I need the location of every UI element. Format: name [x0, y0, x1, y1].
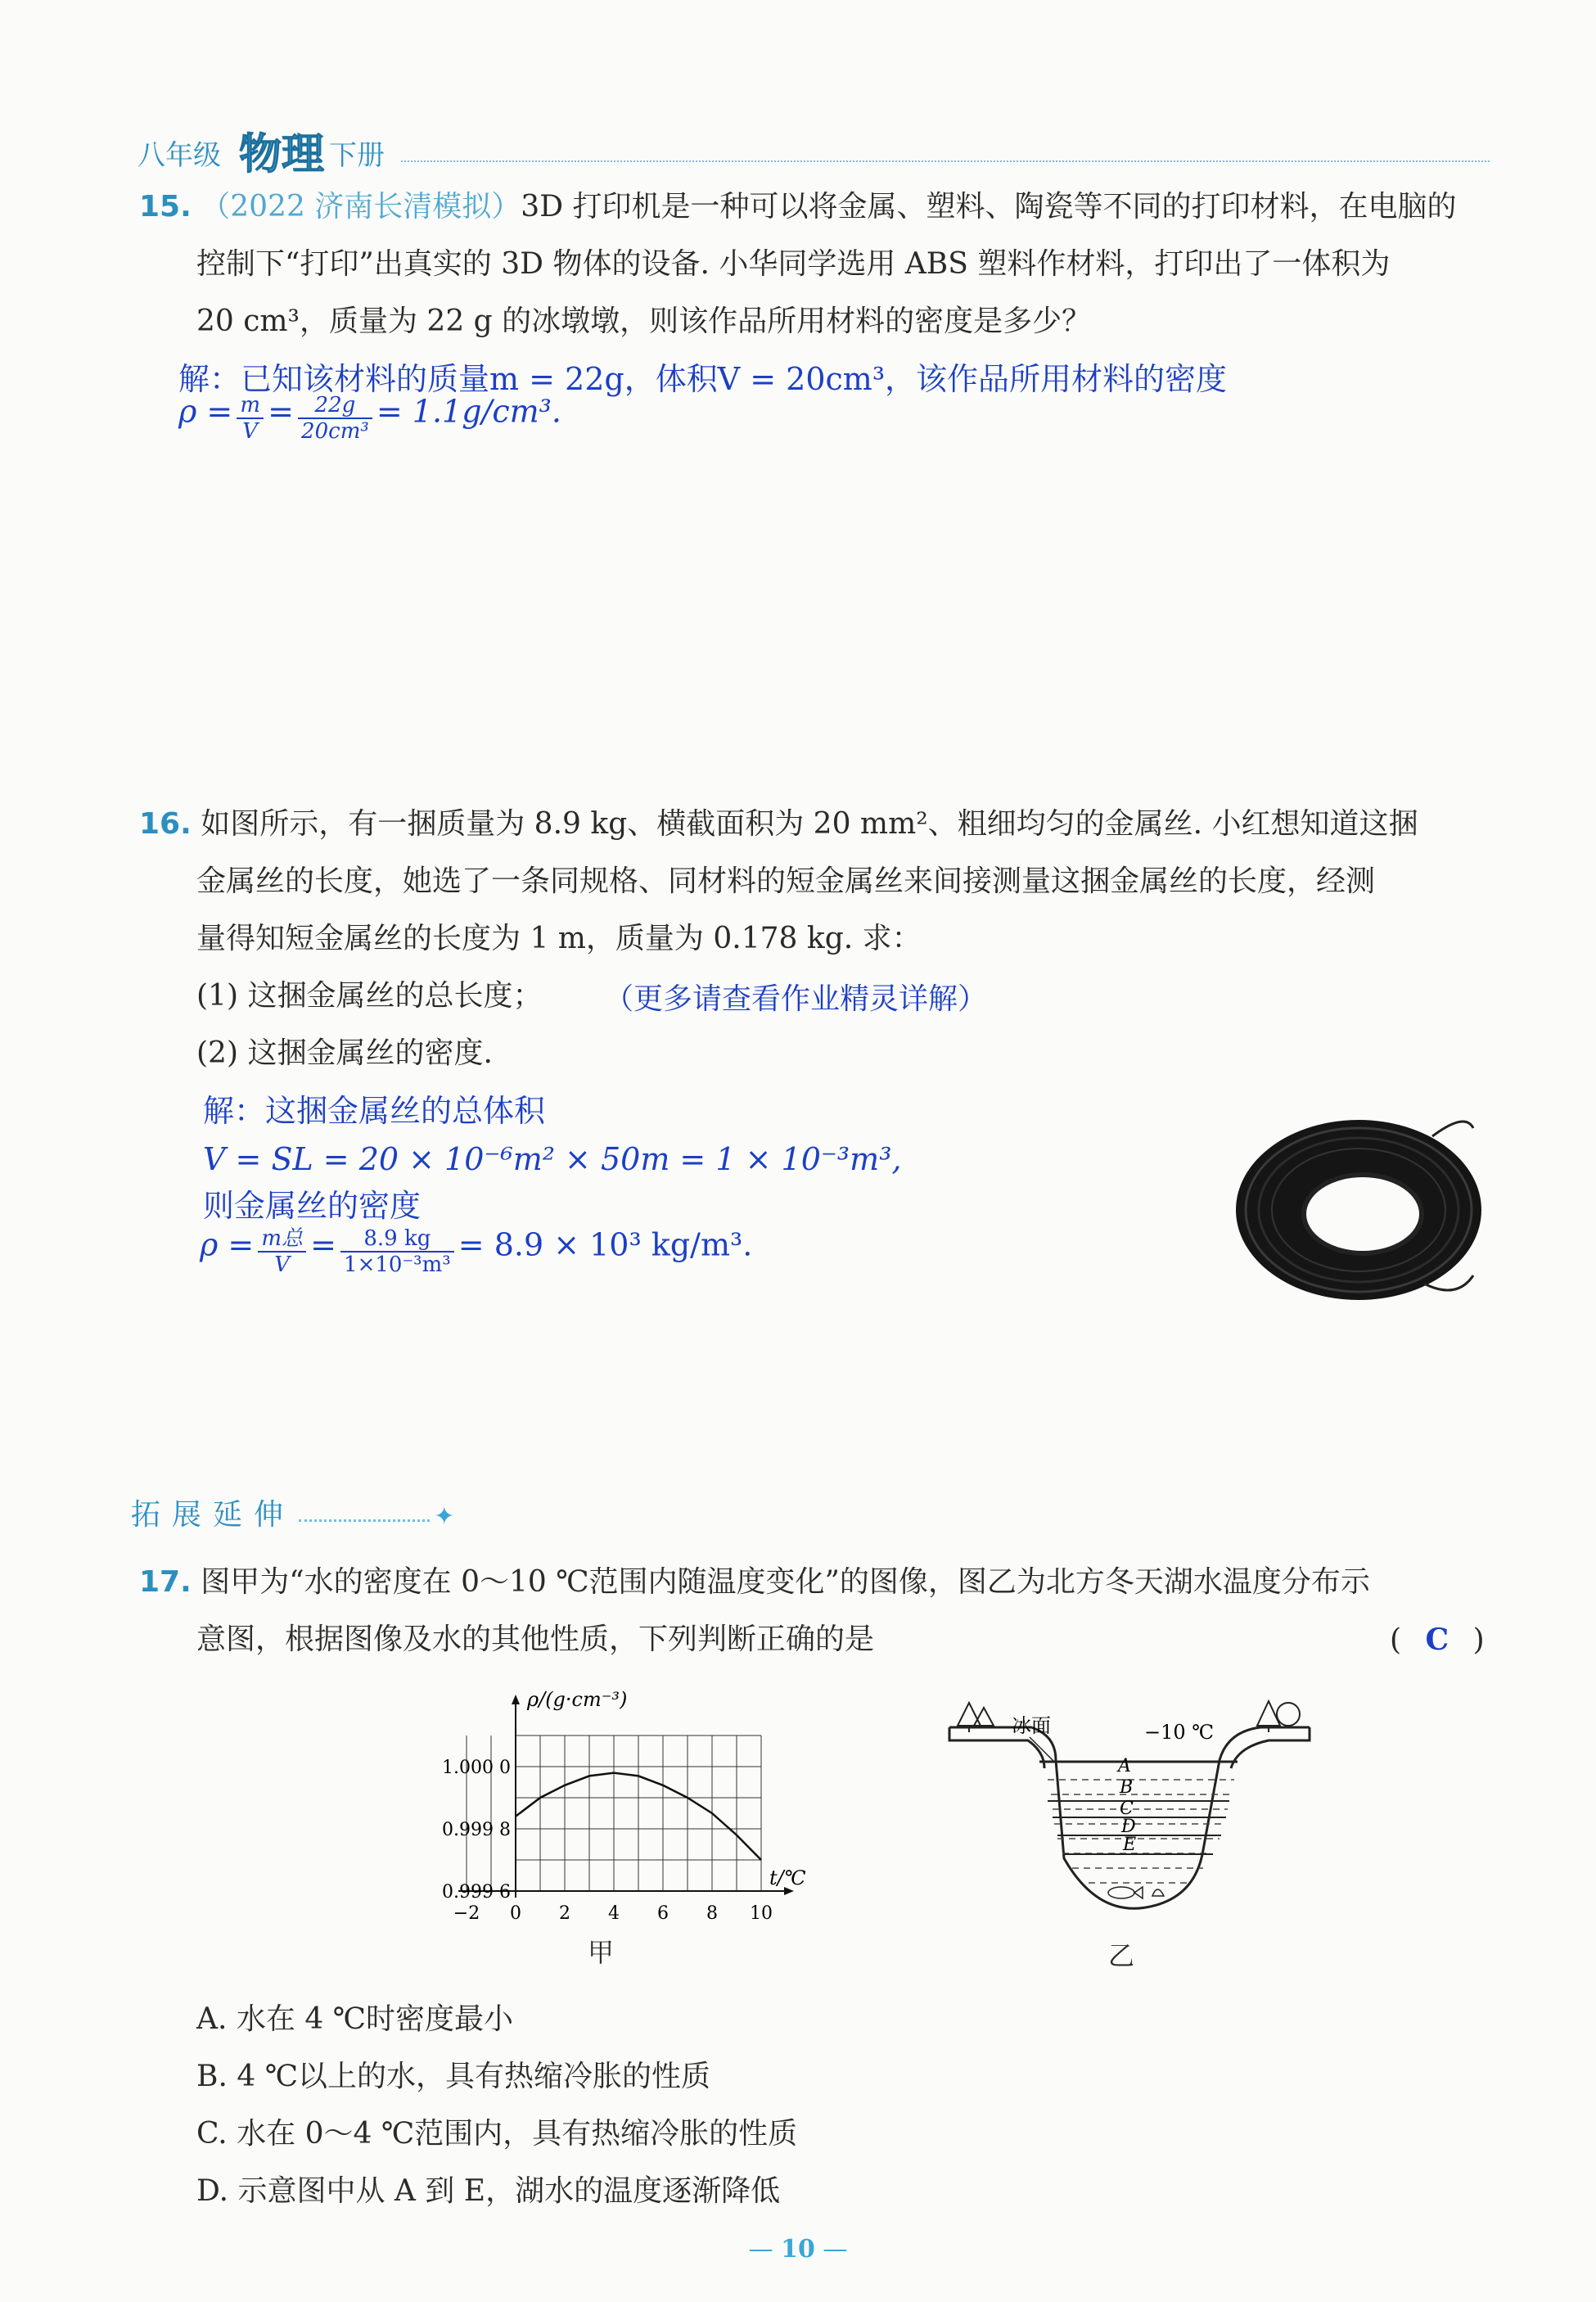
chart-x-ticks: [453, 1903, 773, 1924]
fig1-caption: 甲: [588, 1937, 615, 1968]
q15-eq: =: [268, 393, 294, 430]
q16-sub2: (2) 这捆金属丝的密度.: [196, 1036, 493, 1070]
section-title: 拓展延伸: [131, 1498, 295, 1532]
q16-ans4: [200, 1226, 752, 1292]
fig2-caption: 乙: [1108, 1940, 1135, 1971]
page-footer: [737, 2235, 859, 2264]
q16-frac1-num: m总: [258, 1226, 306, 1253]
x-tick-label: 0: [510, 1903, 521, 1924]
footer-dash-right: —: [814, 2235, 848, 2264]
q15-rho: ρ =: [178, 393, 233, 430]
section-sparkle-icon: ✦: [434, 1502, 455, 1531]
y-tick-label: 1.000 0: [442, 1758, 511, 1778]
q15-source: （2022 济南长清模拟）: [201, 190, 521, 223]
q17-answer: C: [1425, 1623, 1449, 1657]
q17-option-c[interactable]: C. 水在 0～4 ℃范围内，具有热缩冷胀的性质: [196, 2117, 798, 2151]
q16-line1: [139, 796, 1418, 853]
q15-frac2-num: 22g: [298, 393, 372, 419]
q15-line1: [139, 178, 1457, 236]
header-grade: 八年级: [138, 139, 221, 172]
q16-line3: 量得知短金属丝的长度为 1 m，质量为 0.178 kg. 求：: [196, 922, 922, 955]
chart-xlabel: t/℃: [769, 1866, 806, 1889]
q16-frac2-num: 8.9 kg: [340, 1226, 454, 1253]
footer-dash-left: —: [748, 2235, 782, 2264]
q16-line2: 金属丝的长度，她选了一条同规格、同材料的短金属丝来间接测量这捆金属丝的长度，经测: [196, 864, 1376, 898]
q16-number: 16.: [139, 807, 192, 841]
chart-grid: [467, 1736, 761, 1891]
lake-layer-c: C: [1120, 1799, 1134, 1819]
q17-option-b[interactable]: B. 4 ℃以上的水，具有热缩冷胀的性质: [196, 2060, 710, 2093]
q16-eq: =: [310, 1226, 336, 1263]
q15-line2: 控制下“打印”出真实的 3D 物体的设备. 小华同学选用 ABS 塑料作材料，打印出了一体积为: [196, 247, 1391, 281]
section-header: [131, 1492, 454, 1533]
q17-paren-close: ): [1472, 1623, 1485, 1657]
page-number: 10: [781, 2235, 815, 2264]
q16-frac2: [340, 1226, 454, 1277]
q15-number: 15.: [139, 190, 192, 223]
q17-line1: [139, 1554, 1370, 1611]
y-axis-arrow: [512, 1695, 520, 1704]
q16-ans3: 则金属丝的密度: [203, 1188, 422, 1224]
q17-number: 17.: [139, 1565, 192, 1599]
q15-frac2: [298, 393, 372, 444]
y-tick-label: 0.999 8: [442, 1820, 511, 1840]
x-tick-label: 10: [750, 1903, 773, 1924]
x-tick-label: 4: [608, 1903, 620, 1924]
lake-diagram: [933, 1686, 1318, 1932]
q17-line2: 意图，根据图像及水的其他性质，下列判断正确的是: [196, 1623, 875, 1656]
section-rule: [299, 1519, 430, 1522]
lake-layer-d: D: [1121, 1817, 1136, 1837]
q16-sub1: (1) 这捆金属丝的总长度；: [196, 979, 543, 1013]
q15-text1: 3D 打印机是一种可以将金属、塑料、陶瓷等不同的打印材料，在电脑的: [521, 190, 1457, 223]
q16-result: = 8.9 × 10³ kg/m³.: [458, 1226, 753, 1263]
q17-answer-box: [1390, 1611, 1486, 1669]
q15-frac2-den: 20cm³: [301, 419, 369, 444]
q15-line3: 20 cm³，质量为 22 g 的冰墩墩，则该作品所用材料的密度是多少？: [196, 305, 1092, 338]
chart-y-ticks: [442, 1758, 511, 1903]
q16-frac1-den: V: [274, 1253, 291, 1277]
q16-more-link[interactable]: （更多请查看作业精灵详解）: [604, 982, 988, 1016]
q17-option-a[interactable]: A. 水在 4 ℃时密度最小: [196, 2002, 513, 2036]
wire-coil-image: [1228, 1079, 1498, 1325]
q17-text1: 图甲为“水的密度在 0～10 ℃范围内随温度变化”的图像，图乙为北方冬天湖水温度分布示: [201, 1565, 1370, 1599]
lake-layer-a: A: [1118, 1756, 1131, 1776]
x-tick-label: 6: [657, 1903, 669, 1924]
q16-ans2: V = SL = 20 × 10⁻⁶m² × 50m = 1 × 10⁻³m³,: [203, 1141, 902, 1177]
q16-ans1: 解：这捆金属丝的总体积: [203, 1093, 546, 1129]
x-tick-label: 8: [706, 1903, 718, 1924]
header-volume: 下册: [329, 139, 385, 172]
x-tick-label: −2: [453, 1903, 480, 1924]
q16-rho: ρ =: [200, 1226, 255, 1263]
q16-text1: 如图所示，有一捆质量为 8.9 kg、横截面积为 20 mm²、粗细均匀的金属丝. 小红想知道这捆: [201, 807, 1418, 841]
chart-axes: [458, 1695, 794, 1898]
q15-answer-line1: 解：已知该材料的质量m = 22g，体积V = 20cm³，该作品所用材料的密度: [178, 361, 1228, 397]
lake-layer-e: E: [1123, 1835, 1137, 1855]
q15-frac1: [237, 393, 264, 444]
fish-icon: [1108, 1887, 1164, 1898]
chart-ylabel: ρ/(g·cm⁻³): [527, 1688, 628, 1711]
header-rule: [401, 160, 1490, 162]
q16-frac2-den: 1×10⁻³m³: [344, 1253, 451, 1277]
q17-option-d[interactable]: D. 示意图中从 A 到 E，湖水的温度逐渐降低: [196, 2174, 781, 2208]
q15-answer-formula: [178, 393, 561, 458]
lake-layer-b: B: [1120, 1777, 1134, 1798]
q15-frac1-num: m: [237, 393, 264, 419]
lake-temp-label: −10 ℃: [1144, 1721, 1215, 1744]
q15-result: = 1.1g/cm³.: [376, 393, 561, 430]
q16-frac1: [258, 1226, 306, 1277]
page-header: [131, 123, 1490, 179]
q17-paren-open: (: [1390, 1623, 1402, 1657]
lake-ice-label: 冰面: [1012, 1714, 1051, 1737]
y-tick-label: 0.999 6: [442, 1882, 511, 1903]
density-chart: [360, 1686, 843, 1924]
header-subject: 物理: [239, 130, 325, 179]
q15-frac1-den: V: [242, 419, 259, 444]
x-tick-label: 2: [559, 1903, 570, 1924]
